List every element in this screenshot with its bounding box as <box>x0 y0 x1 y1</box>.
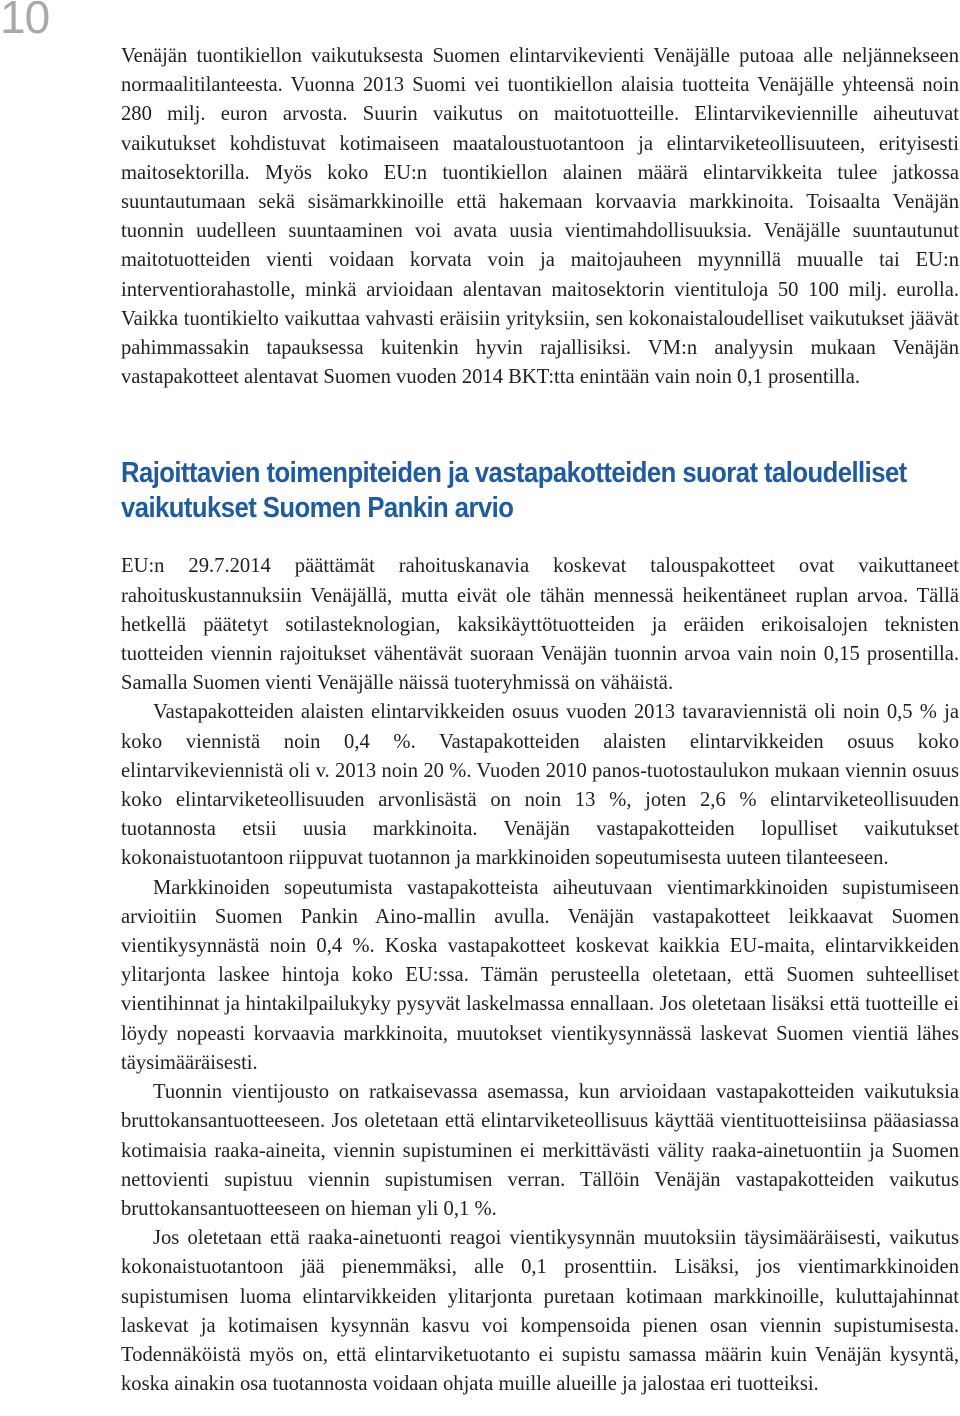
body-paragraph-1: EU:n 29.7.2014 päättämät rahoituskanavia koskevat talouspakotteet ovat vaikuttaneet rahoituskustannuksiin Venäjällä, mutta eivät ole tähän mennessä heikentäneet ruplan arvoa. Tällä hetkellä päätetyt sotilasteknologian, kaksikäyttötuotteiden ja eräiden erikoisalojen teknisten tuotteiden viennin rajoitukset vähentävät suoraan Venäjän tuonnin arvoa vain noin 0,15 prosentilla. Samalla Suomen vienti Venäjälle näissä tuoteryhmissä on vähäistä. <box>121 555 959 695</box>
intro-paragraph: Venäjän tuontikiellon vaikutuksesta Suomen elintarvikevienti Venäjälle putoaa alle neljännekseen normaalitilanteesta. Vuonna 2013 Suomi vei tuontikiellon alaisia tuotteita Venäjälle yhteensä noin 280 milj. euron arvosta. Suurin vaikutus on maitotuotteille. Elintarvikeviennille aiheutuvat vaikutukset kohdistuvat kotimaiseen maataloustuotantoon ja elintarviketeollisuuteen, erityisesti maitosektorilla. Myös koko EU:n tuontikiellon alainen määrä elintarvikkeita tulee jatkossa suuntautumaan sekä sisämarkkinoille että hakemaan korvaavia markkinoita. Toisaalta Venäjän tuonnin uudelleen suuntaaminen voi avata uusia vientimahdollisuuksia. Venäjälle suuntautunut maitotuotteiden vienti voidaan korvata voin ja maitojauheen myynnillä muualle tai EU:n interventiorahastolle, minkä arvioidaan alentavan maitosektorin vientituloja 50 100 milj. eurolla. Vaikka tuontikielto vaikuttaa vahvasti eräisiin yrityksiin, sen kokonaistaloudelliset vaikutukset jäävät pahimmassakin tapauksessa kuitenkin hyvin rajallisiksi. VM:n analyysin mukaan Venäjän vastapakotteet alentavat Suomen vuoden 2014 BKT:tta enintään vain noin 0,1 prosentilla. <box>121 45 959 389</box>
page-content <box>121 42 959 1399</box>
page-number: 10 <box>0 0 50 43</box>
body-paragraph-4: Tuonnin vientijousto on ratkaisevassa asemassa, kun arvioidaan vastapakotteiden vaikutuksia bruttokansantuotteeseen. Jos oletetaan että elintarviketeollisuus käyttää vientituotteisiinsa pääasiassa kotimaisia raaka-aineita, viennin supistuminen ei merkittävästi välity raaka-ainetuontiin ja Suomen nettovienti supistuu viennin supistumisen verran. Tällöin Venäjän vastapakotteiden vaikutus bruttokansantuotteeseen on hieman yli 0,1 %. <box>121 1081 959 1220</box>
section-heading: Rajoittavien toimenpiteiden ja vastapakotteiden suorat taloudelliset vaikutukset Suomen Pankin arvio <box>121 457 907 525</box>
body-paragraph-5: Jos oletetaan että raaka-ainetuonti reagoi vientikysynnän muutoksiin täysimääräisesti, vaikutus kokonaistuotantoon jää pienemmäksi, alle 0,1 prosenttiin. Lisäksi, jos vientimarkkinoiden supistumisen luoma elintarvikkeiden ylitarjonta puretaan kotimaan markkinoille, kuluttajahinnat laskevat ja kotimaisen kysynnän kasvu voi kompensoida pienen osan viennin supistumisesta. Todennäköistä myös on, että elintarviketuotanto ei supistu samassa määrin kuin Venäjän kysyntä, koska ainakin osa tuotannosta voidaan ohjata muille alueille ja jalostaa eri tuotteiksi. <box>121 1227 959 1396</box>
body-paragraph-2: Vastapakotteiden alaisten elintarvikkeiden osuus vuoden 2013 tavaraviennistä oli noin 0,5 % ja koko viennistä noin 0,4 %. Vastapakotteiden alaisten elintarvikkeiden osuus koko elintarvikeviennistä oli v. 2013 noin 20 %. Vuoden 2010 panos-tuotostaulukon mukaan viennin osuus koko elintarviketeollisuuden arvonlisästä on noin 13 %, joten 2,6 % elintarviketeollisuuden tuotannosta etsii uusia markkinoita. Venäjän vastapakotteiden lopulliset vaikutukset kokonaistuotantoon riippuvat tuotannon ja markkinoiden sopeutumisesta uuteen tilanteeseen. <box>121 701 959 870</box>
body-paragraph-3: Markkinoiden sopeutumista vastapakotteista aiheutuvaan vientimarkkinoiden supistumiseen arvioitiin Suomen Pankin Aino-mallin avulla. Venäjän vastapakotteet leikkaavat Suomen vientikysynnästä noin 0,4 %. Koska vastapakotteet koskevat kaikkia EU-maita, elintarvikkeiden ylitarjonta laskee hintoja koko EU:ssa. Tämän perusteella oletetaan, että Suomen suhteelliset vientihinnat ja hintakilpailukyky pysyvät laskelmassa ennallaan. Jos oletetaan lisäksi että tuotteille ei löydy nopeasti korvaavia markkinoita, muutokset vientikysynnässä laskevat Suomen vientiä lähes täysimääräisesti. <box>121 876 959 1074</box>
